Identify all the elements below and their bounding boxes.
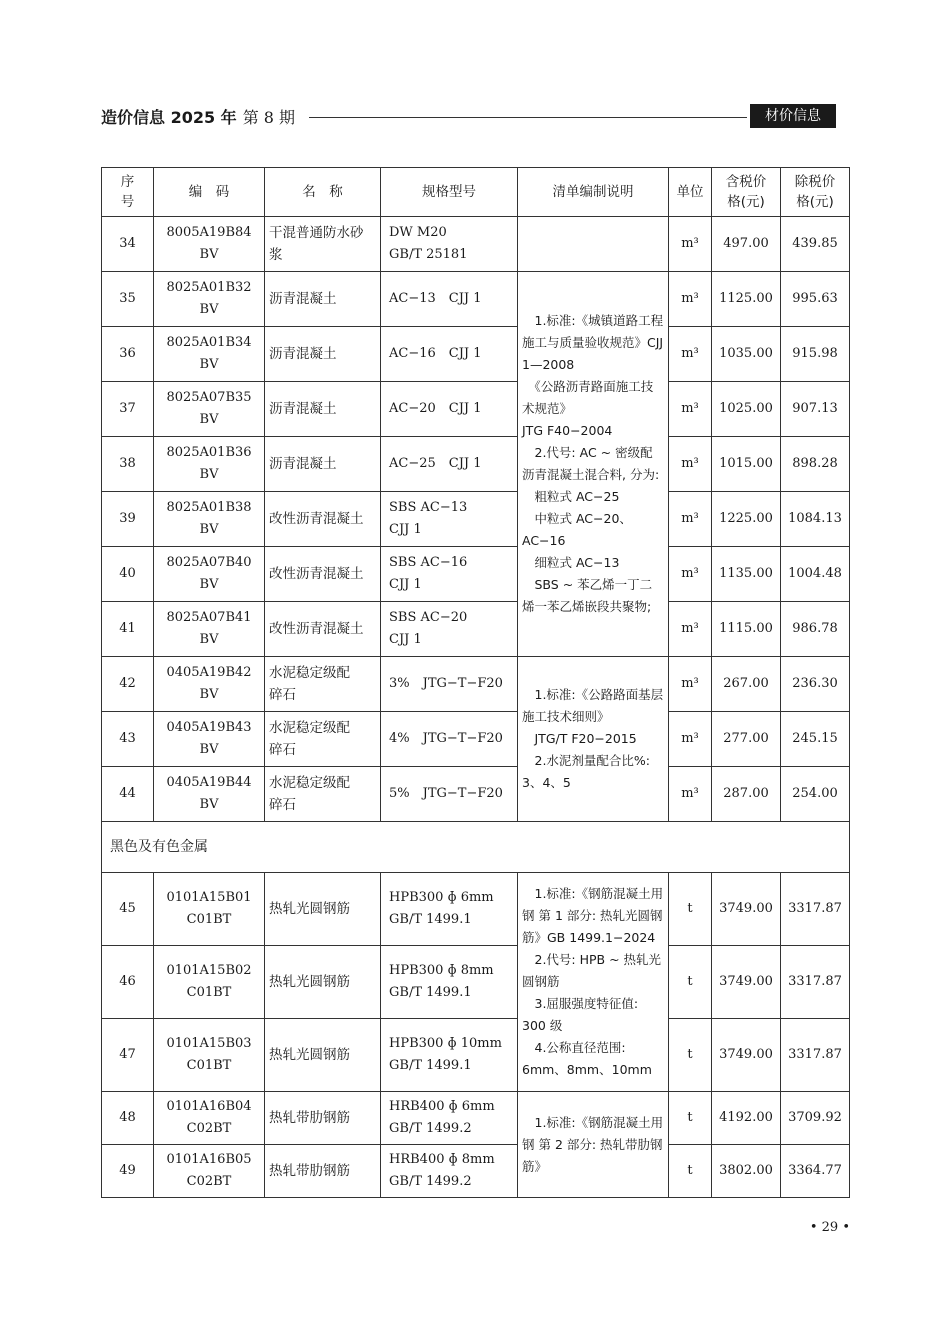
- row-number: 49: [102, 1145, 154, 1198]
- item-name: 沥青混凝土: [265, 382, 381, 437]
- item-spec: AC−13 CJJ 1: [381, 272, 518, 327]
- item-spec: SBS AC−16 CJJ 1: [381, 547, 518, 602]
- price-with-tax: 287.00: [712, 767, 781, 822]
- item-name: 改性沥青混凝土: [265, 492, 381, 547]
- table-row: [102, 873, 850, 946]
- item-spec: AC−20 CJJ 1: [381, 382, 518, 437]
- item-name: 改性沥青混凝土: [265, 602, 381, 657]
- row-number: 43: [102, 712, 154, 767]
- col-note-header: 清单编制说明: [518, 168, 669, 217]
- item-code: 0101A15B02 C01BT: [154, 946, 265, 1019]
- price-without-tax: 254.00: [781, 767, 850, 822]
- item-spec: 5% JTG−T−F20: [381, 767, 518, 822]
- item-code: 0101A16B05 C02BT: [154, 1145, 265, 1198]
- price-without-tax: 3317.87: [781, 1019, 850, 1092]
- item-code: 0405A19B43 BV: [154, 712, 265, 767]
- item-spec: AC−25 CJJ 1: [381, 437, 518, 492]
- price-with-tax: 3802.00: [712, 1145, 781, 1198]
- section-title: 黑色及有色金属: [102, 822, 850, 873]
- row-number: 40: [102, 547, 154, 602]
- item-code: 0101A16B04 C02BT: [154, 1092, 265, 1145]
- price-without-tax: 245.15: [781, 712, 850, 767]
- item-unit: t: [669, 1092, 712, 1145]
- header-rule: [309, 117, 747, 118]
- item-code: 8025A07B35 BV: [154, 382, 265, 437]
- price-with-tax: 1035.00: [712, 327, 781, 382]
- price-with-tax: 3749.00: [712, 946, 781, 1019]
- price-with-tax: 277.00: [712, 712, 781, 767]
- item-name: 沥青混凝土: [265, 437, 381, 492]
- item-code: 8025A01B34 BV: [154, 327, 265, 382]
- item-unit: t: [669, 1145, 712, 1198]
- price-with-tax: 1225.00: [712, 492, 781, 547]
- table-row: [102, 272, 850, 327]
- price-without-tax: 3709.92: [781, 1092, 850, 1145]
- item-code: 8025A07B41 BV: [154, 602, 265, 657]
- item-unit: m³: [669, 602, 712, 657]
- item-unit: m³: [669, 217, 712, 272]
- table-row: [102, 217, 850, 272]
- col-code-header: 编 码: [154, 168, 265, 217]
- col-tax-header: 含税价 格(元): [712, 168, 781, 217]
- item-unit: m³: [669, 437, 712, 492]
- price-with-tax: 1135.00: [712, 547, 781, 602]
- price-without-tax: 986.78: [781, 602, 850, 657]
- price-without-tax: 1004.48: [781, 547, 850, 602]
- price-with-tax: 497.00: [712, 217, 781, 272]
- row-number: 45: [102, 873, 154, 946]
- item-unit: t: [669, 946, 712, 1019]
- item-spec: HRB400 ɸ 6mm GB/T 1499.2: [381, 1092, 518, 1145]
- price-without-tax: 915.98: [781, 327, 850, 382]
- table-row: [102, 1092, 850, 1145]
- table-row: [102, 437, 850, 492]
- item-unit: t: [669, 873, 712, 946]
- item-unit: m³: [669, 272, 712, 327]
- price-without-tax: 3364.77: [781, 1145, 850, 1198]
- price-without-tax: 907.13: [781, 382, 850, 437]
- item-note: [518, 217, 669, 272]
- journal-title: 造价信息 2025 年 第 8 期: [101, 108, 296, 127]
- item-code: 0101A15B03 C01BT: [154, 1019, 265, 1092]
- item-code: 8025A01B36 BV: [154, 437, 265, 492]
- item-spec: 3% JTG−T−F20: [381, 657, 518, 712]
- item-code: 8005A19B84 BV: [154, 217, 265, 272]
- item-name: 热轧光圆钢筋: [265, 946, 381, 1019]
- item-spec: HPB300 ɸ 6mm GB/T 1499.1: [381, 873, 518, 946]
- item-spec: DW M20 GB/T 25181: [381, 217, 518, 272]
- price-without-tax: 898.28: [781, 437, 850, 492]
- row-number: 37: [102, 382, 154, 437]
- table-row: [102, 946, 850, 1019]
- table-row: [102, 327, 850, 382]
- price-with-tax: 3749.00: [712, 873, 781, 946]
- table-row: [102, 547, 850, 602]
- table-row: [102, 602, 850, 657]
- issue-number: 第 8 期: [242, 108, 296, 127]
- table-header-row: [102, 168, 850, 217]
- item-name: 沥青混凝土: [265, 327, 381, 382]
- col-unit-header: 单位: [669, 168, 712, 217]
- price-with-tax: 1015.00: [712, 437, 781, 492]
- table-row: [102, 492, 850, 547]
- item-name: 热轧带肋钢筋: [265, 1145, 381, 1198]
- item-name: 热轧带肋钢筋: [265, 1092, 381, 1145]
- col-spec-header: 规格型号: [381, 168, 518, 217]
- item-name: 沥青混凝土: [265, 272, 381, 327]
- item-code: 0101A15B01 C01BT: [154, 873, 265, 946]
- row-number: 35: [102, 272, 154, 327]
- price-with-tax: 1025.00: [712, 382, 781, 437]
- item-name: 热轧光圆钢筋: [265, 1019, 381, 1092]
- price-without-tax: 1084.13: [781, 492, 850, 547]
- item-unit: m³: [669, 657, 712, 712]
- price-table: [101, 167, 850, 1198]
- table-row: [102, 1145, 850, 1198]
- price-without-tax: 439.85: [781, 217, 850, 272]
- item-spec: SBS AC−20 CJJ 1: [381, 602, 518, 657]
- price-with-tax: 3749.00: [712, 1019, 781, 1092]
- item-name: 热轧光圆钢筋: [265, 873, 381, 946]
- row-number: 38: [102, 437, 154, 492]
- row-number: 47: [102, 1019, 154, 1092]
- item-name: 水泥稳定级配 碎石: [265, 767, 381, 822]
- item-spec: HRB400 ɸ 8mm GB/T 1499.2: [381, 1145, 518, 1198]
- item-note: 1.标准:《城镇道路工程施工与质量验收规范》CJJ 1—2008 《公路沥青路面施工技术规范》 JTG F40−2004 2.代号: AC ~ 密级配沥青混凝土混合料, 分为: 粗粒式 AC−25 中粒式 AC−20、AC−16 细粒式 AC−13 SBS ~ 苯乙烯一丁二烯一苯乙烯嵌段共聚物;: [518, 272, 669, 657]
- item-code: 8025A07B40 BV: [154, 547, 265, 602]
- item-spec: HPB300 ɸ 8mm GB/T 1499.1: [381, 946, 518, 1019]
- section-tag: 材价信息: [750, 104, 836, 128]
- item-unit: m³: [669, 327, 712, 382]
- row-number: 39: [102, 492, 154, 547]
- item-spec: 4% JTG−T−F20: [381, 712, 518, 767]
- item-unit: m³: [669, 382, 712, 437]
- item-unit: m³: [669, 767, 712, 822]
- item-unit: t: [669, 1019, 712, 1092]
- table-row: [102, 382, 850, 437]
- item-name: 水泥稳定级配 碎石: [265, 712, 381, 767]
- price-without-tax: 995.63: [781, 272, 850, 327]
- item-unit: m³: [669, 712, 712, 767]
- item-code: 0405A19B44 BV: [154, 767, 265, 822]
- col-name-header: 名 称: [265, 168, 381, 217]
- row-number: 42: [102, 657, 154, 712]
- row-number: 36: [102, 327, 154, 382]
- item-spec: SBS AC−13 CJJ 1: [381, 492, 518, 547]
- table-row: [102, 767, 850, 822]
- item-unit: m³: [669, 492, 712, 547]
- price-without-tax: 3317.87: [781, 873, 850, 946]
- item-note: 1.标准:《钢筋混凝土用钢 第 1 部分: 热轧光圆钢筋》GB 1499.1−2024 2.代号: HPB ~ 热轧光圆钢筋 3.屈服强度特征值: 300 级 4.公称直径范围: 6mm、8mm、10mm: [518, 873, 669, 1092]
- item-name: 水泥稳定级配 碎石: [265, 657, 381, 712]
- table-row: [102, 1019, 850, 1092]
- item-name: 干混普通防水砂浆: [265, 217, 381, 272]
- row-number: 48: [102, 1092, 154, 1145]
- row-number: 46: [102, 946, 154, 1019]
- row-number: 34: [102, 217, 154, 272]
- col-notax-header: 除税价 格(元): [781, 168, 850, 217]
- price-without-tax: 236.30: [781, 657, 850, 712]
- row-number: 41: [102, 602, 154, 657]
- page-header: [101, 104, 849, 130]
- price-with-tax: 4192.00: [712, 1092, 781, 1145]
- item-unit: m³: [669, 547, 712, 602]
- table-row: [102, 657, 850, 712]
- item-spec: AC−16 CJJ 1: [381, 327, 518, 382]
- page-number: • 29 •: [809, 1220, 850, 1235]
- price-without-tax: 3317.87: [781, 946, 850, 1019]
- item-spec: HPB300 ɸ 10mm GB/T 1499.1: [381, 1019, 518, 1092]
- price-with-tax: 1125.00: [712, 272, 781, 327]
- price-with-tax: 1115.00: [712, 602, 781, 657]
- item-code: 0405A19B42 BV: [154, 657, 265, 712]
- table-row: [102, 712, 850, 767]
- item-code: 8025A01B32 BV: [154, 272, 265, 327]
- item-name: 改性沥青混凝土: [265, 547, 381, 602]
- col-no-header: 序 号: [102, 168, 154, 217]
- section-row: [102, 822, 850, 873]
- item-note: 1.标准:《公路路面基层施工技术细则》 JTG/T F20−2015 2.水泥剂量配合比%: 3、4、5: [518, 657, 669, 822]
- row-number: 44: [102, 767, 154, 822]
- item-note: 1.标准:《钢筋混凝土用钢 第 2 部分: 热轧带肋钢筋》: [518, 1092, 669, 1198]
- item-code: 8025A01B38 BV: [154, 492, 265, 547]
- price-with-tax: 267.00: [712, 657, 781, 712]
